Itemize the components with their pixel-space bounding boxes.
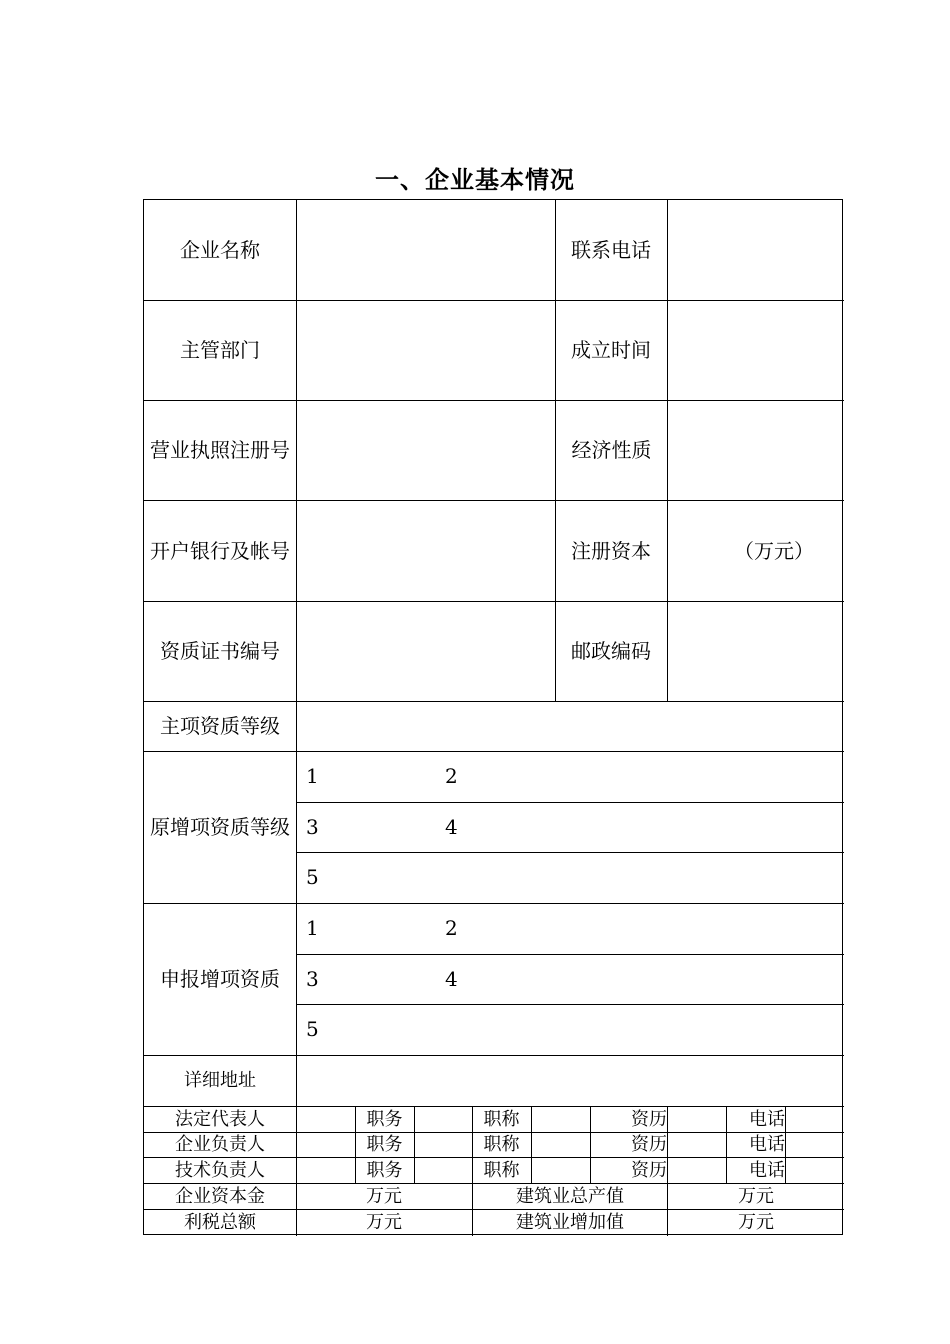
label-resume: 资历 (631, 1134, 667, 1155)
label-title: 职称 (483, 1108, 520, 1130)
added-value-unit: 万元 (738, 1211, 774, 1233)
apply-item-4: 4 (445, 967, 458, 991)
label-orig-extra-grade: 原增项资质等级 (150, 815, 290, 839)
orig-item-5: 5 (306, 865, 319, 889)
apply-item-3: 3 (306, 967, 319, 991)
label-cert-no: 资质证书编号 (160, 639, 280, 663)
page-title: 一、企业基本情况 (375, 166, 575, 194)
address-field[interactable] (297, 1055, 844, 1106)
founded-field[interactable] (668, 300, 844, 400)
label-postcode: 邮政编码 (571, 639, 651, 663)
cert-no-field[interactable] (297, 601, 555, 701)
phone-field[interactable] (668, 200, 844, 300)
label-legal-rep: 法定代表人 (175, 1108, 265, 1130)
label-phone: 电话 (749, 1108, 785, 1130)
label-resume: 资历 (631, 1159, 667, 1181)
label-phone: 联系电话 (571, 238, 651, 262)
label-license-no: 营业执照注册号 (150, 438, 290, 462)
label-resume: 资历 (631, 1108, 667, 1130)
apply-item-1: 1 (306, 916, 319, 940)
label-title: 职称 (483, 1159, 520, 1181)
capital-unit: 万元 (366, 1185, 402, 1207)
authority-field[interactable] (297, 300, 555, 400)
reg-capital-unit: （万元） (734, 538, 814, 563)
label-duty: 职务 (366, 1159, 403, 1181)
label-main-grade: 主项资质等级 (160, 714, 280, 738)
orig-item-3: 3 (306, 815, 319, 839)
label-phone: 电话 (749, 1159, 785, 1181)
label-bank-account: 开户银行及帐号 (150, 538, 290, 563)
label-company-name: 企业名称 (180, 238, 260, 262)
orig-item-4: 4 (445, 815, 458, 839)
label-apply-extra: 申报增项资质 (160, 967, 280, 991)
label-total-output: 建筑业总产值 (516, 1185, 624, 1207)
license-no-field[interactable] (297, 400, 555, 500)
tax-unit: 万元 (366, 1211, 402, 1233)
label-title: 职称 (483, 1134, 520, 1155)
bank-account-field[interactable] (297, 500, 555, 601)
label-added-value: 建筑业增加值 (516, 1211, 624, 1233)
basic-info-table (143, 199, 843, 1235)
label-reg-capital: 注册资本 (571, 538, 651, 563)
label-authority: 主管部门 (180, 338, 260, 362)
label-duty: 职务 (366, 1134, 403, 1155)
company-name-field[interactable] (297, 200, 555, 300)
label-founded: 成立时间 (571, 338, 651, 362)
label-capital: 企业资本金 (175, 1185, 265, 1207)
label-phone: 电话 (749, 1134, 785, 1155)
orig-item-2: 2 (445, 764, 458, 788)
orig-item-1: 1 (306, 764, 319, 788)
main-grade-field[interactable] (297, 701, 844, 751)
apply-item-2: 2 (445, 916, 458, 940)
label-duty: 职务 (366, 1108, 403, 1130)
total-output-unit: 万元 (738, 1185, 774, 1207)
econ-nature-field[interactable] (668, 400, 844, 500)
label-tax: 利税总额 (184, 1211, 256, 1233)
label-econ-nature: 经济性质 (571, 438, 652, 462)
label-address: 详细地址 (184, 1070, 256, 1091)
apply-item-5: 5 (306, 1017, 319, 1041)
label-manager: 企业负责人 (175, 1134, 265, 1155)
postcode-field[interactable] (668, 601, 844, 701)
label-tech-lead: 技术负责人 (175, 1159, 265, 1181)
